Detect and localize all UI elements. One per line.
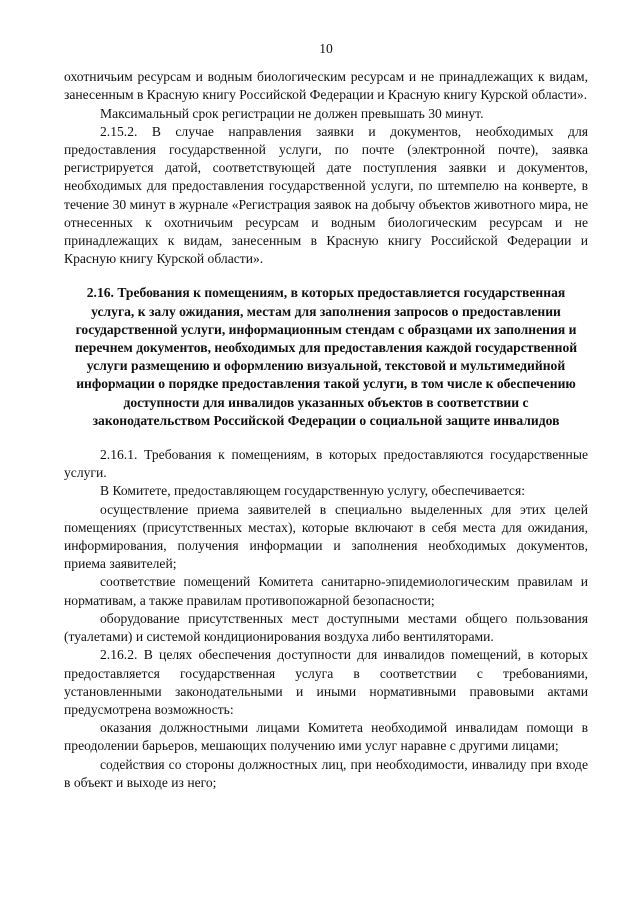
list-item-assistance: оказания должностными лицами Комитета необходимой инвалидам помощи в преодолении барьеров, мешающих получению ими услуг наравне с другими лицами; <box>64 720 588 754</box>
paragraph-continuation: охотничьим ресурсам и водным биологическим ресурсам и не принадлежащих к видам, занесенным в Красную книгу Российской Федерации и Красную книгу Курской области». <box>64 69 588 103</box>
page-number: 10 <box>319 41 333 56</box>
list-item-sanitary: соответствие помещений Комитета санитарно-эпидемиологическим правилам и нормативам, а также правилам противопожарной безопасности; <box>64 574 588 608</box>
list-item-reception: осуществление приема заявителей в специально выделенных для этих целей помещениях (присутственных местах), которые включают в себя места для ожидания, информирования, получения информации и заполнения необходимых документов, приема заявителей; <box>64 501 588 572</box>
paragraph-committee-provides: В Комитете, предоставляющем государственную услугу, обеспечивается: <box>100 483 525 499</box>
list-item-equipment: оборудование присутственных мест доступными местами общего пользования (туалетами) и системой кондиционирования воздуха либо вентиляторами. <box>64 610 588 645</box>
paragraph-2-16-2: 2.16.2. В целях обеспечения доступности для инвалидов помещений, в которых предоставляется государственная услуга в соответствии с требованиями, установленными законодательными и иными нормативными правовыми актами предусмотрена возможность: <box>64 647 588 717</box>
document-page <box>64 40 588 792</box>
section-heading-2-16: 2.16. Требования к помещениям, в которых предоставляется государственная услуга, к залу ожидания, местам для заполнения запросов о предоставлении государственной услуги, информационным стендам с образцами их заполнения и перечнем документов, необходимых для предоставления каждой государственной услуги размещению и оформлению визуальной, текстовой и мультимедийной информации о порядке предоставления такой услуги, в том числе к обеспечению доступности для инвалидов указанных объектов в соответствии с законодательством Российской Федерации о социальной защите инвалидов <box>74 285 578 428</box>
paragraph-registration-time: Максимальный срок регистрации не должен превышать 30 минут. <box>100 105 484 121</box>
paragraph-2-16-1: 2.16.1. Требования к помещениям, в которых предоставляются государственные услуги. <box>64 447 588 481</box>
paragraph-2-15-2: 2.15.2. В случае направления заявки и документов, необходимых для предоставления государственной услуги, по почте (электронной почте), заявка регистрируется датой, соответствующей дате поступления заявки и документов, необходимых для предоставления государственной услуги, по штемпелю на конверте, в течение 30 минут в журнале «Регистрация заявок на добычу объектов животного мира, не отнесенных к охотничьим ресурсам и водным биологическим ресурсам и не принадлежащих к видам, занесенным в Красную книгу Российской Федерации и Красную книгу Курской области». <box>64 123 588 267</box>
list-item-entry-help: содействия со стороны должностных лиц, при необходимости, инвалиду при входе в объект и выходе из него; <box>64 756 588 790</box>
